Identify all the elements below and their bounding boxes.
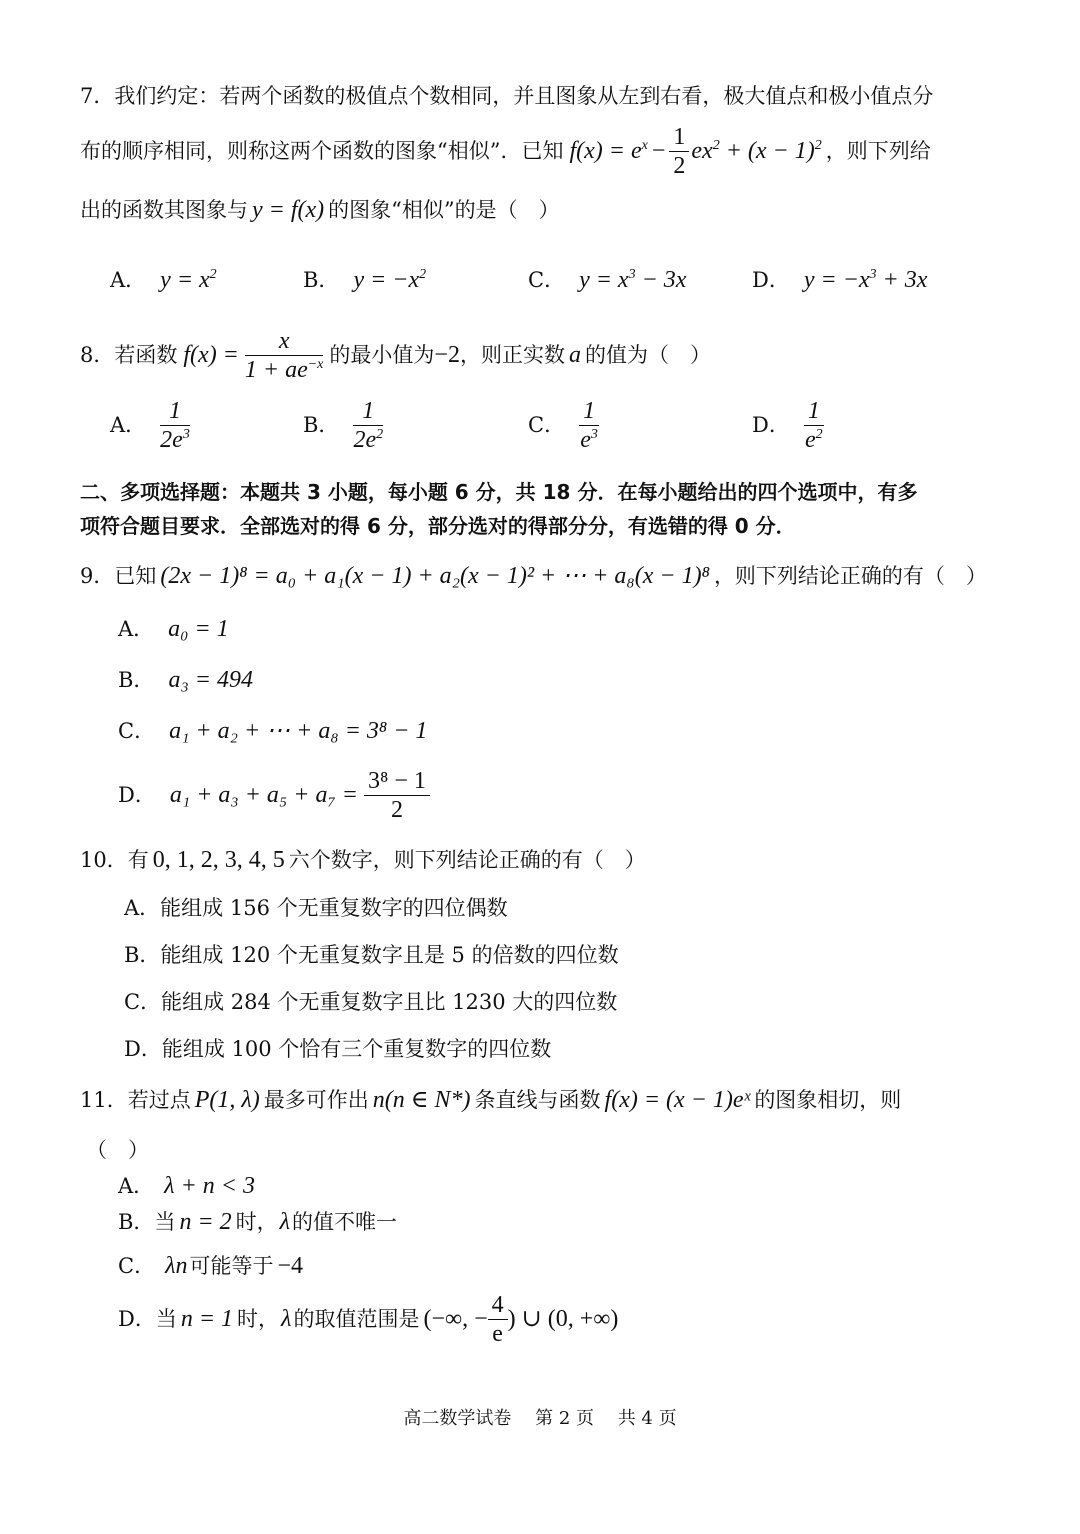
q11-mid1: 最多可作出	[263, 1087, 369, 1112]
q9-option-c	[118, 719, 427, 743]
q7-option-a-math: y = x	[160, 267, 210, 293]
q10-option-c-text: 能组成 284 个无重复数字且比 1230 大的四位数	[161, 990, 618, 1014]
q8-pre: 8．若函数	[80, 342, 178, 367]
q11-option-b-var: λ	[279, 1209, 291, 1235]
q10-option-d	[124, 1039, 551, 1060]
q7-option-d-label: D．	[752, 267, 790, 292]
q8-option-b-den: 2e	[353, 426, 377, 453]
q11-option-d-den: e	[492, 1320, 503, 1347]
q7-line3-post: 的图象“相似”的是（ ）	[328, 197, 560, 222]
q7-option-a	[110, 268, 217, 292]
q11-mid2: 条直线与函数	[474, 1087, 601, 1112]
q8-stem	[80, 326, 711, 384]
q9-post: ，则下列结论正确的有（ ）	[713, 563, 987, 588]
q11-option-d-range1: (−∞, −	[423, 1306, 488, 1332]
q8-option-a-den: 2e	[160, 426, 183, 453]
q11-option-b-pre: 当	[154, 1209, 176, 1234]
q11-stem	[80, 1088, 901, 1112]
page-footer: 高二数学试卷 第 2 页 共 4 页	[403, 1408, 677, 1429]
q7-option-c-math: y = x	[579, 267, 629, 293]
q11-option-c	[118, 1254, 303, 1278]
q11-option-a-math: λ + n < 3	[164, 1173, 255, 1199]
q9-option-b-label: B．	[118, 667, 155, 692]
q9-math: (2x − 1)⁸ = a₀ + a₁(x − 1) + a₂(x − 1)² + ⋯ + a₈(x − 1)⁸	[160, 563, 710, 589]
q8-option-d	[752, 394, 824, 456]
q11-option-b-math: n = 2	[179, 1209, 232, 1235]
q8-option-d-den: e	[805, 426, 816, 453]
q9-option-d-num: 3⁸ − 1	[364, 769, 430, 796]
q7-option-b-sup: 2	[419, 267, 427, 282]
q11-option-b-post: 的值不唯一	[292, 1209, 398, 1234]
q11-option-d-label: D．	[118, 1306, 156, 1331]
q7-option-b	[303, 268, 426, 292]
q7-frac-num: 1	[669, 125, 689, 152]
q11-n-math: n(n ∈ N*)	[372, 1087, 471, 1113]
q8-option-b-num: 1	[353, 399, 383, 426]
q10-option-c-label: C．	[124, 990, 162, 1014]
q8-option-d-label: D．	[752, 412, 790, 437]
q11-point: P(1, λ)	[194, 1087, 260, 1113]
q8-option-a-sup: 3	[182, 426, 190, 442]
q11-option-d-math: n = 1	[180, 1306, 234, 1332]
q8-option-d-sup: 2	[815, 426, 823, 442]
q11-option-b-mid: 时，	[235, 1209, 278, 1234]
q10-post: 六个数字，则下列结论正确的有（ ）	[288, 847, 646, 872]
q9-option-b	[118, 668, 253, 692]
q8-option-c-den: e	[580, 426, 591, 453]
q9-option-c-math: a₁ + a₂ + ⋯ + a₈ = 3⁸ − 1	[169, 718, 428, 744]
q10-option-b-text: 能组成 120 个无重复数字且是 5 的倍数的四位数	[160, 943, 619, 967]
q11-option-d-post: 的取值范围是	[293, 1306, 420, 1331]
q8-option-c	[528, 394, 599, 456]
q11-f-math: f(x) = (x − 1)eˣ	[604, 1087, 751, 1113]
q11-option-b	[118, 1210, 397, 1234]
q9-stem	[80, 564, 987, 588]
q7-option-c-sup: 3	[628, 267, 636, 282]
q8-var: a	[568, 342, 581, 368]
q8-option-c-sup: 3	[590, 426, 598, 442]
q7-option-b-label: B．	[303, 267, 340, 292]
q7-option-d	[752, 268, 927, 292]
q8-option-c-num: 1	[579, 399, 599, 426]
q9-option-d-label: D．	[118, 782, 156, 807]
q9-pre: 9．已知	[80, 563, 157, 588]
q10-option-a-label: A．	[124, 896, 161, 920]
q9-option-c-label: C．	[118, 718, 156, 743]
q7-half-fraction	[669, 125, 689, 178]
q7-option-c	[528, 268, 686, 292]
q10-option-c	[124, 992, 617, 1013]
q9-option-a	[118, 617, 229, 641]
q8-post3: 的值为（ ）	[584, 342, 711, 367]
q11-option-d-var: λ	[281, 1306, 292, 1332]
q8-option-c-label: C．	[528, 412, 566, 437]
section2-line2: 项符合题目要求．全部选对的得 6 分，部分选对的得部分分，有选错的得 0 分．	[80, 514, 796, 538]
q11-paren: （ ）	[86, 1138, 149, 1162]
q9-option-d-den: 2	[390, 796, 403, 823]
q7-f-rest: ex	[691, 138, 713, 164]
q7-option-a-label: A．	[110, 267, 147, 292]
q11-option-c-label: C．	[118, 1253, 156, 1278]
q8-post1: 的最小值为	[329, 342, 435, 367]
q8-option-a-label: A．	[110, 412, 147, 437]
q11-option-d-num: 4	[488, 1293, 508, 1320]
q7-f-rest2: + (x − 1)	[719, 138, 815, 164]
q8-f-lhs: f(x) =	[183, 342, 239, 368]
q7-option-d-math: y = −x	[803, 267, 870, 293]
q8-option-b-label: B．	[303, 412, 340, 437]
q8-option-d-num: 1	[804, 399, 824, 426]
q9-option-d	[118, 764, 430, 826]
q8-frac-num: x	[245, 329, 324, 356]
section2-line1: 二、多项选择题：本题共 3 小题，每小题 6 分，共 18 分．在每小题给出的四个选项中，有多	[80, 480, 918, 504]
q7-option-c-label: C．	[528, 267, 566, 292]
q11-option-c-var: λn	[165, 1253, 188, 1279]
q7-line3-pre: 出的函数其图象与	[80, 197, 248, 222]
q11-pre: 11．若过点	[80, 1087, 191, 1112]
q11-option-b-label: B．	[118, 1209, 155, 1234]
q8-frac-den-sup: −x	[307, 356, 324, 372]
q7-option-d-tail: + 3x	[876, 267, 928, 293]
q11-post: 的图象相切，则	[754, 1087, 902, 1112]
q8-fraction	[245, 329, 324, 382]
q10-option-b	[124, 945, 619, 966]
q8-frac-den: 1 + ae	[244, 356, 308, 383]
q10-option-b-label: B．	[124, 943, 161, 967]
q10-pre: 10．有	[80, 847, 149, 872]
q11-option-a	[118, 1174, 255, 1198]
q7-option-b-math: y = −x	[353, 267, 420, 293]
q7-f-lhs-text: f(x) = e	[569, 138, 642, 164]
q8-option-b	[303, 394, 383, 456]
q11-option-d-range2: ) ∪ (0, +∞)	[507, 1306, 619, 1332]
q7-f-exp: x	[641, 138, 648, 153]
q7-line2-end: ，则下列给	[825, 138, 931, 163]
q8-option-b-sup: 2	[376, 426, 384, 442]
q7-f-lhs	[569, 139, 647, 163]
q9-option-a-label: A．	[118, 616, 155, 641]
q10-stem	[80, 848, 646, 872]
q7-line1: 7．我们约定：若两个函数的极值点个数相同，并且图象从左到右看，极大值点和极小值点分	[80, 84, 934, 108]
q8-option-a-num: 1	[160, 399, 190, 426]
q11-option-c-post: 可能等于	[189, 1253, 274, 1278]
q7-line3	[80, 198, 560, 222]
q11-option-a-label: A．	[118, 1173, 155, 1198]
q7-line3-math: y = f(x)	[252, 197, 325, 223]
q10-option-d-label: D．	[124, 1037, 162, 1061]
q7-line2: 布的顺序相同，则称这两个函数的图象“相似”．已知 $f(x) = e^x$ − $\frac{1}{2}$ $ex^2 + (x - 1)^2$ ，则下列给	[80, 123, 931, 179]
q10-option-d-text: 能组成 100 个恰有三个重复数字的四位数	[161, 1037, 552, 1061]
q9-option-d-math: a₁ + a₃ + a₅ + a₇ =	[169, 782, 358, 808]
q11-option-d-mid: 时，	[237, 1306, 280, 1331]
q7-option-c-tail: − 3x	[635, 267, 687, 293]
q9-option-a-math: a₀ = 1	[168, 616, 229, 642]
q10-digits: 0, 1, 2, 3, 4, 5	[152, 847, 285, 873]
q7-line2-text: 布的顺序相同，则称这两个函数的图象“相似”．已知	[80, 138, 564, 163]
q8-option-a	[110, 394, 190, 456]
q7-option-d-sup: 3	[869, 267, 877, 282]
q7-option-a-sup: 2	[209, 267, 217, 282]
q8-post2: ，则正实数	[459, 342, 565, 367]
q8-value: −2	[434, 342, 460, 368]
q11-option-d-pre: 当	[155, 1306, 177, 1331]
q9-option-b-math: a₃ = 494	[168, 667, 253, 693]
q10-option-a	[124, 898, 508, 919]
q7-frac-den: 2	[673, 152, 686, 179]
q11-option-c-val: −4	[277, 1253, 304, 1279]
q10-option-a-text: 能组成 156 个无重复数字的四位偶数	[160, 896, 508, 920]
q11-option-d	[118, 1288, 618, 1350]
